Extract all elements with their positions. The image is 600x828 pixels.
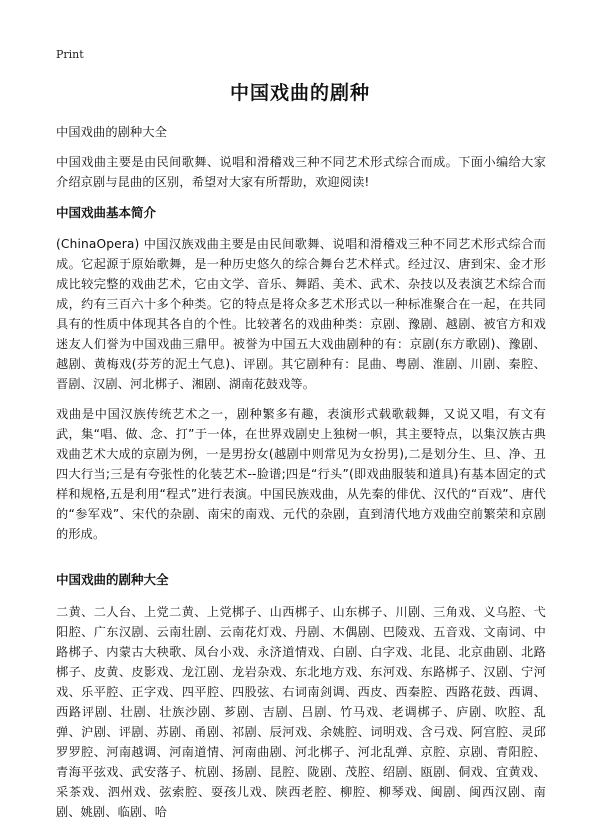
section-heading-genres: 中国戏曲的剧种大全: [56, 572, 169, 587]
genres-list-paragraph: 二黄、二人台、上党二黄、上党梆子、山西梆子、山东梆子、川剧、三角戏、义乌腔、弋阳腔、广东汉剧、云南壮剧、云南花灯戏、丹剧、木偶剧、巴陵戏、五音戏、文南词、中路梆子、内蒙古大秧歌、凤台小戏、永济道情戏、白剧、白字戏、北昆、北京曲剧、北路梆子、皮黄、皮影戏、龙江剧、龙岩杂戏、东北地方戏、东河戏、东路梆子、汉剧、宁河戏、乐平腔、正字戏、四平腔、四股弦、右词南剑调、西皮、西秦腔、西路花鼓、西调、西路评剧、壮剧、壮族沙剧、芗剧、吉剧、吕剧、竹马戏、老调梆子、庐剧、吹腔、乱弹、沪剧、评剧、苏剧、甬剧、祁剧、辰河戏、余姚腔、词明戏、含弓戏、阿宫腔、灵邱罗罗腔、河南越调、河南道情、河南曲剧、河北梆子、河北乱弹、京腔、京剧、青阳腔、青海平弦戏、武安落子、杭剧、扬剧、昆腔、陇剧、茂腔、绍剧、瓯剧、侗戏、宜黄戏、采茶戏、泗州戏、弦索腔、耍孩儿戏、陕西老腔、柳腔、柳琴戏、闽剧、闽西汉剧、南剧、姚剧、临剧、哈: [56, 605, 546, 819]
intro-paragraph: 中国戏曲主要是由民间歌舞、说唱和滑稽戏三种不同艺术形式综合而成。下面小编给大家介绍京剧与昆曲的区别，希望对大家有所帮助，欢迎阅读!: [56, 155, 546, 189]
page-title: 中国戏曲的剧种: [229, 82, 370, 104]
intro-body-paragraph-2: 戏曲是中国汉族传统艺术之一，剧种繁多有趣，表演形式载歌载舞，又说又唱，有文有武，集“唱、做、念、打”于一体，在世界戏剧史上独树一帜，其主要特点，以集汉族古典戏曲艺术大成的京剧为例，一是男扮女(越剧中则常见为女扮男),二是划分生、旦、净、丑四大行当;三是有夸张性的化装艺术--脸谱;四是“行头”(即戏曲服装和道具)有基本固定的式样和规格,五是利用“程式”进行表演。中国民族戏曲，从先秦的俳优、汉代的“百戏”、唐代的“参军戏”、宋代的杂剧、南宋的南戏、元代的杂剧，直到清代地方戏曲空前繁荣和京剧的形成。: [56, 407, 546, 541]
subtitle: 中国戏曲的剧种大全: [56, 125, 168, 139]
intro-body-paragraph-1: (ChinaOpera) 中国汉族戏曲主要是由民间歌舞、说唱和滑稽戏三种不同艺术形式综合而成。它起源于原始歌舞，是一种历史悠久的综合舞台艺术样式。经过汉、唐到宋、金才形成比较完整的戏曲艺术，它由文学、音乐、舞蹈、美术、武术、杂技以及表演艺术综合而成，约有三百六十多个种类。它的特点是将众多艺术形式以一种标准聚合在一起，在共同具有的性质中体现其各自的个性。比较著名的戏曲种类：京剧、豫剧、越剧、被官方和戏迷友人们誉为中国戏曲三鼎甲。被誉为中国五大戏曲剧种的有：京剧(东方歌剧)、豫剧、越剧、黄梅戏(芬芳的泥土气息)、评剧。其它剧种有：昆曲、粤剧、淮剧、川剧、秦腔、晋剧、汉剧、河北梆子、湘剧、湖南花鼓戏等。: [56, 237, 546, 391]
section-heading-intro: 中国戏曲基本简介: [56, 205, 157, 220]
print-link[interactable]: Print: [56, 48, 84, 61]
